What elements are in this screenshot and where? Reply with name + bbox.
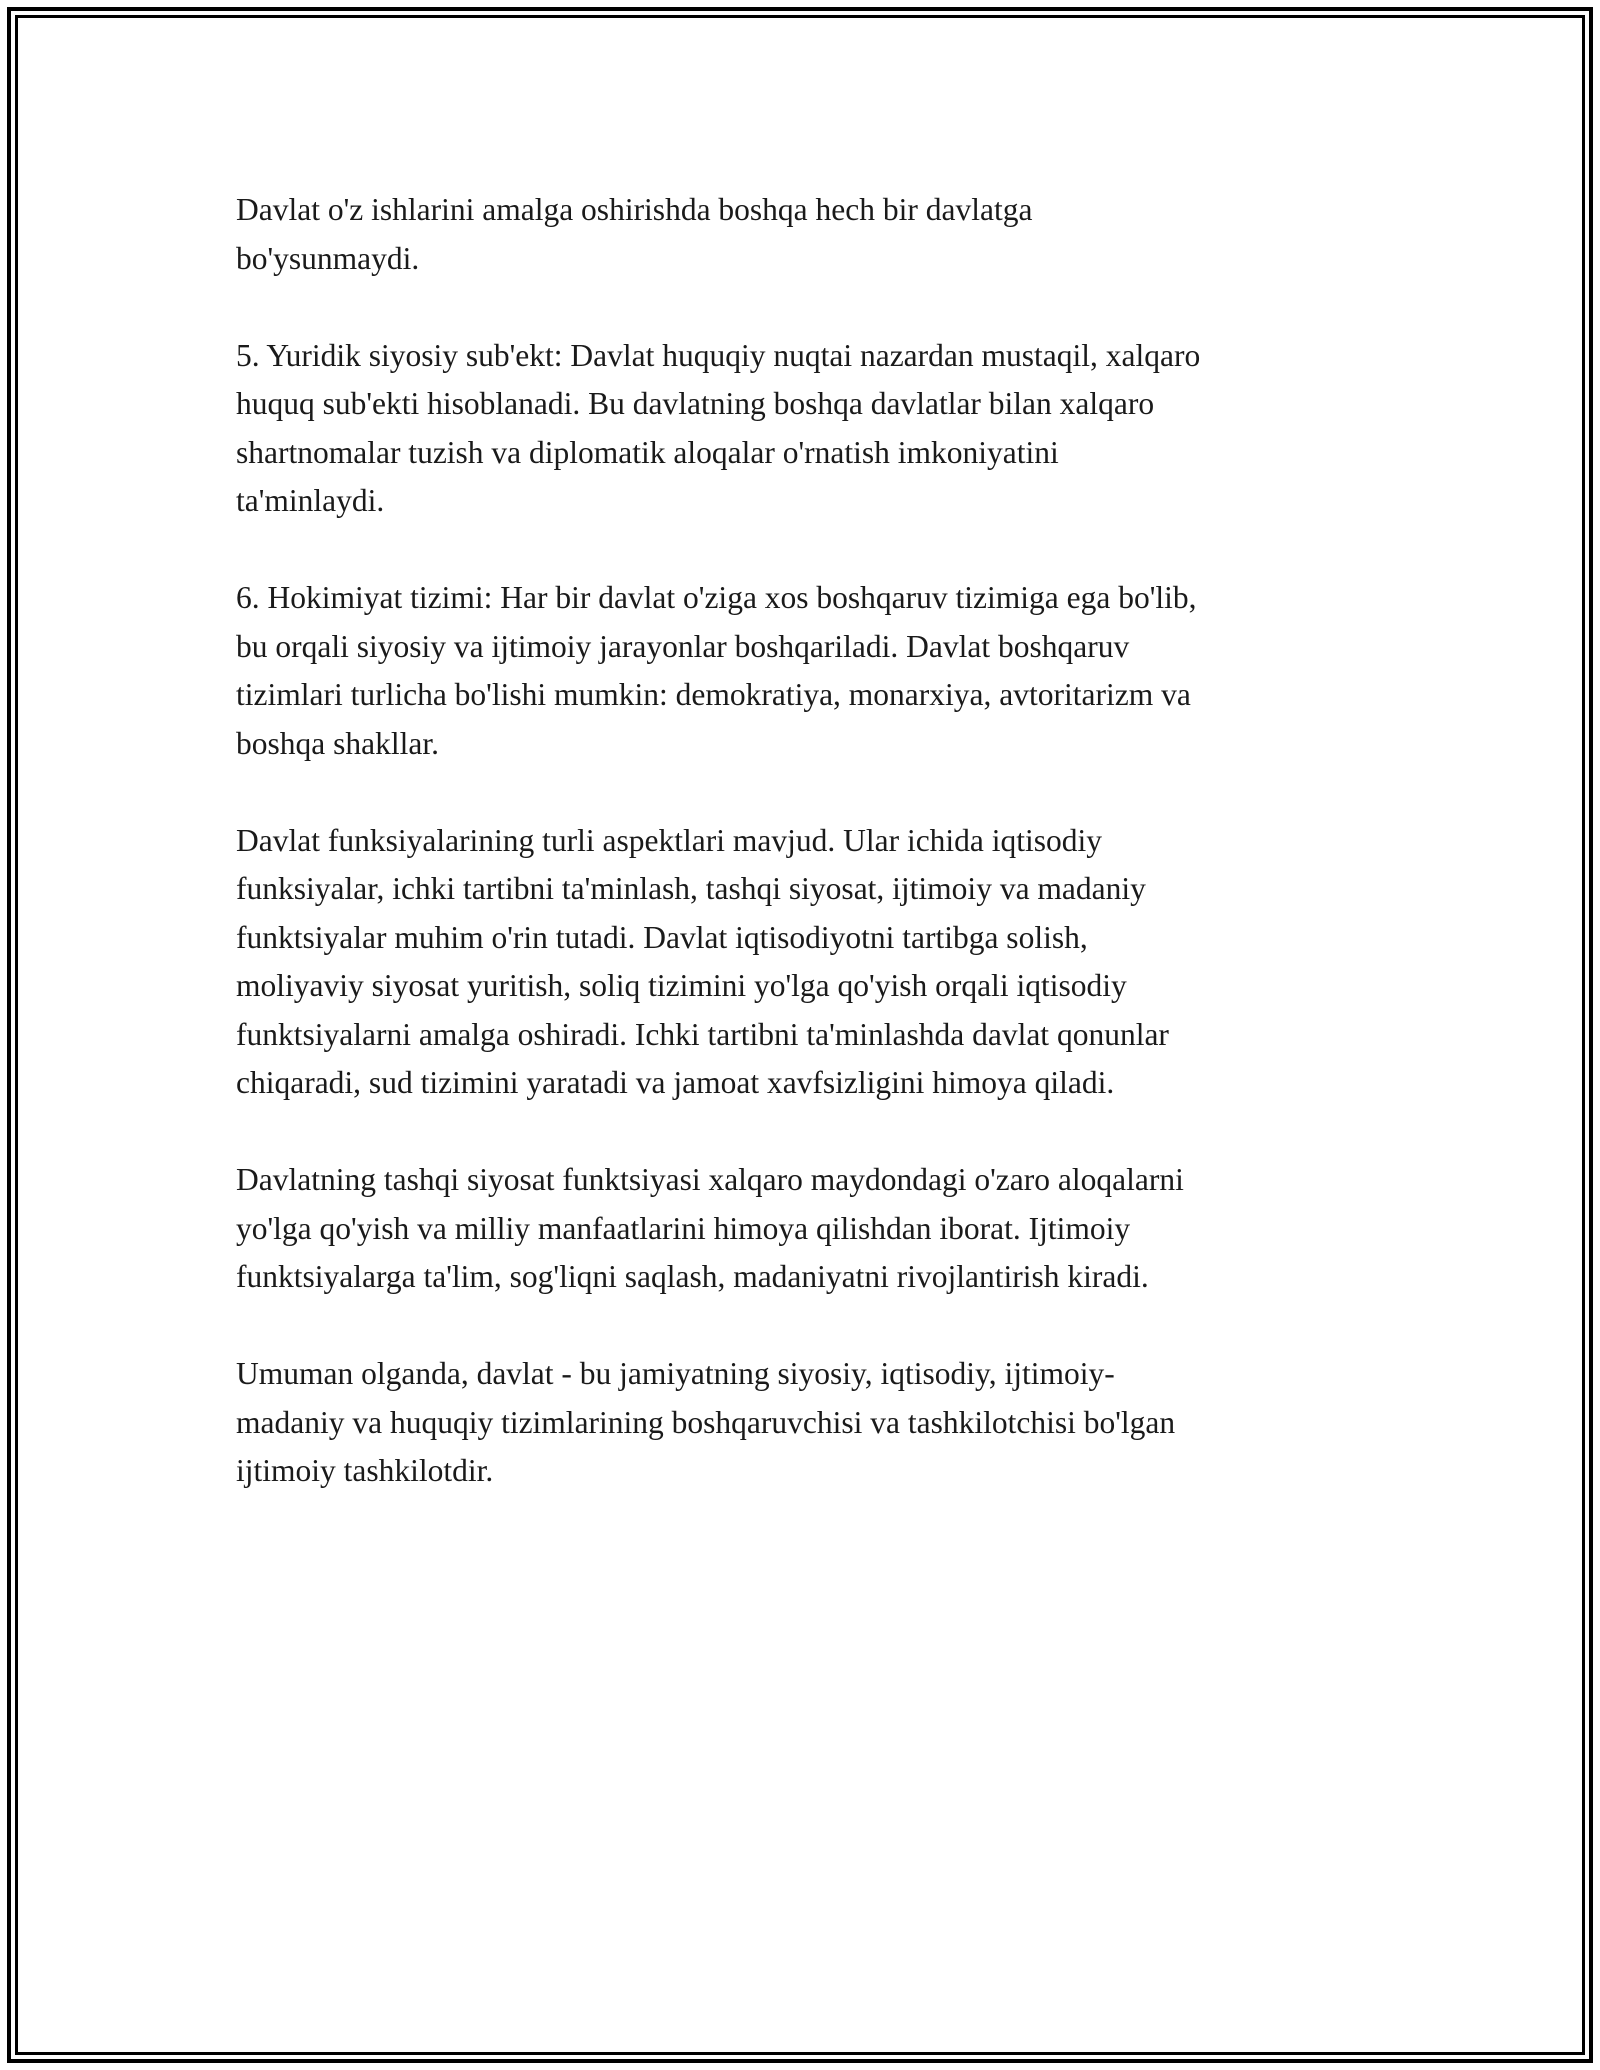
paragraph: [236, 186, 1416, 283]
text-line: ijtimoiy tashkilotdir.: [236, 1453, 494, 1488]
text-line: boshqa shakllar.: [236, 725, 439, 761]
text-line: moliyaviy siyosat yuritish, soliq tizimini yo'lga qo'yish orqali iqtisodiy: [236, 968, 1127, 1003]
text-line: Davlat funksiyalarining turli aspektlari mavjud. Ular ichida iqtisodiy: [236, 822, 1103, 858]
text-line: Umuman olganda, davlat - bu jamiyatning siyosiy, iqtisodiy, ijtimoiy-: [236, 1356, 1115, 1391]
text-line: tizimlari turlicha bo'lishi mumkin: demokratiya, monarxiya, avtoritarizm va: [236, 677, 1191, 712]
text-line: bo'ysunmaydi.: [236, 240, 420, 276]
text-line: 5. Yuridik siyosiy sub'ekt: Davlat huquqiy nuqtai nazardan mustaqil, xalqaro: [236, 337, 1201, 373]
text-line: 6. Hokimiyat tizimi: Har bir davlat o'ziga xos boshqaruv tizimiga ega bo'lib,: [236, 580, 1197, 615]
text-line: funksiyalar, ichki tartibni ta'minlash, tashqi siyosat, ijtimoiy va madaniy: [236, 871, 1146, 906]
paragraph: [236, 574, 1416, 768]
text-line: bu orqali siyosiy va ijtimoiy jarayonlar boshqariladi. Davlat boshqaruv: [236, 628, 1130, 664]
text-line: Davlatning tashqi siyosat funktsiyasi xalqaro maydondagi o'zaro aloqalarni: [236, 1162, 1184, 1197]
text-line: yo'lga qo'yish va milliy manfaatlarini himoya qilishdan iborat. Ijtimoiy: [236, 1210, 1131, 1246]
text-line: funktsiyalarni amalga oshiradi. Ichki tartibni ta'minlashda davlat qonunlar: [236, 1016, 1169, 1052]
document-body: [236, 186, 1416, 1496]
text-line: madaniy va huquqiy tizimlarining boshqaruvchisi va tashkilotchisi bo'lgan: [236, 1404, 1176, 1440]
paragraph: [236, 1350, 1416, 1496]
text-line: ta'minlaydi.: [236, 483, 385, 518]
text-line: huquq sub'ekti hisoblanadi. Bu davlatning boshqa davlatlar bilan xalqaro: [236, 386, 1155, 421]
paragraph: [236, 817, 1416, 1108]
text-line: Davlat o'z ishlarini amalga oshirishda boshqa hech bir davlatga: [236, 192, 1033, 227]
paragraph: [236, 1156, 1416, 1302]
paragraph: [236, 332, 1416, 526]
text-line: chiqaradi, sud tizimini yaratadi va jamoat xavfsizligini himoya qiladi.: [236, 1065, 1115, 1100]
text-line: shartnomalar tuzish va diplomatik aloqalar o'rnatish imkoniyatini: [236, 434, 1059, 470]
text-line: funktsiyalar muhim o'rin tutadi. Davlat iqtisodiyotni tartibga solish,: [236, 919, 1088, 955]
text-line: funktsiyalarga ta'lim, sog'liqni saqlash, madaniyatni rivojlantirish kiradi.: [236, 1259, 1149, 1294]
